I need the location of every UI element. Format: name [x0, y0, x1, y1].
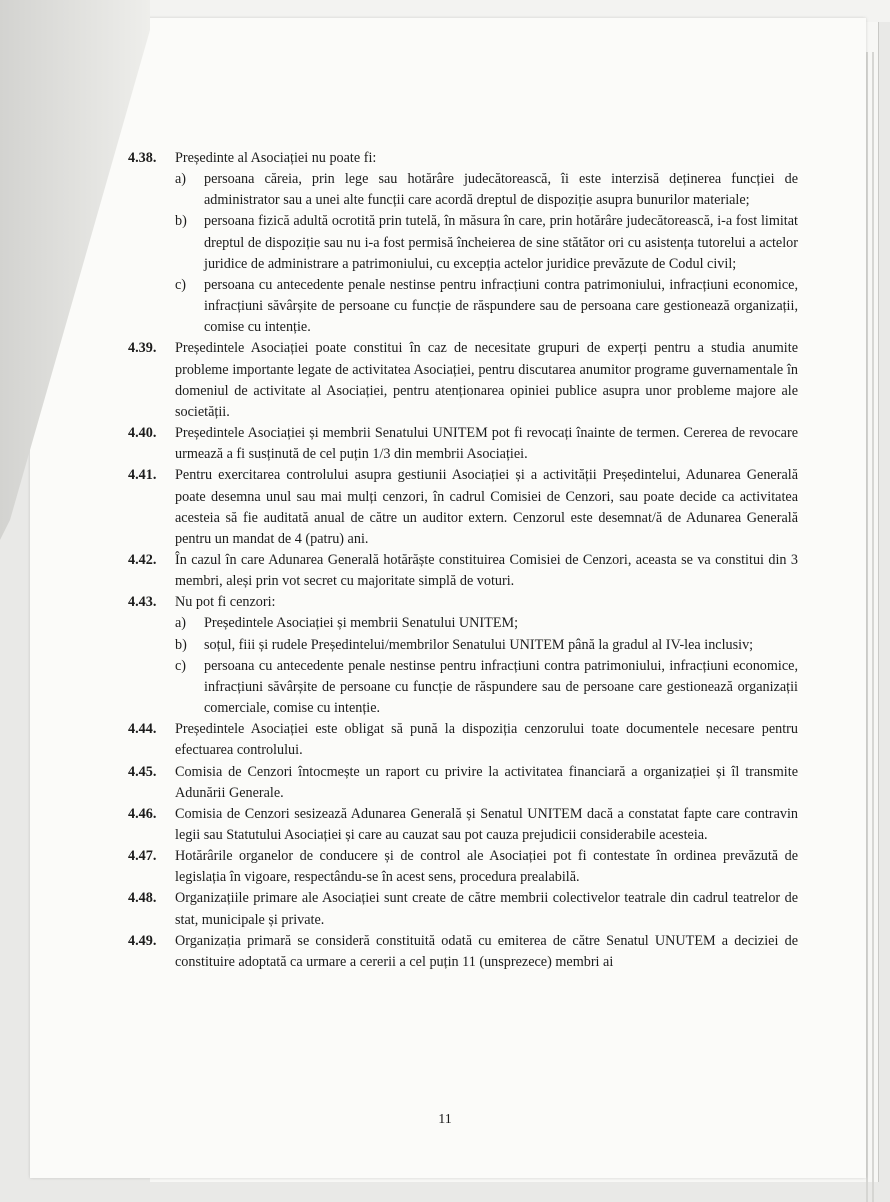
page-edge — [866, 52, 868, 1202]
list-item-text: soțul, fiii și rudele Președintelui/membrilor Senatului UNITEM până la gradul al IV-lea inclusiv; — [204, 636, 754, 653]
page-content — [128, 148, 798, 973]
article-number: 4.40. — [128, 425, 157, 442]
article-body — [175, 888, 798, 930]
list-item-text: Președintele Asociației și membrii Senatului UNITEM; — [204, 615, 519, 632]
article-paragraph — [128, 148, 798, 338]
article-number: 4.44. — [128, 721, 157, 738]
article-number: 4.48. — [128, 890, 157, 907]
article-number: 4.49. — [128, 932, 157, 949]
article-number: 4.47. — [128, 848, 157, 865]
list-item-text: persoana cu antecedente penale nestinse pentru infracțiuni contra patrimoniului, infracțiuni economice, infracțiuni săvârșite de persoane cu funcție de răspundere sau de persoana care gestionează organizații, comise cu intenție. — [204, 276, 798, 336]
list-item — [175, 613, 798, 634]
list-item-text: persoana fizică adultă ocrotită prin tutelă, în măsura în care, prin hotărâre judecătorească, i-a fost limitat dreptul de dispoziție sau nu i-a fost permisă încheierea de sine stătător ori cu asistența tutorelui a actelor juridice de administrare a patrimoniului, cu excepția actelor juridice prevăzute de Codul civil; — [204, 213, 798, 272]
article-body — [175, 804, 798, 846]
article-paragraph — [128, 465, 798, 550]
page-edge — [872, 52, 874, 1202]
article-number: 4.39. — [128, 340, 157, 357]
article-paragraph — [128, 846, 798, 888]
article-text: Președintele Asociației și membrii Senatului UNITEM pot fi revocați înainte de termen. Cererea de revocare urmează a fi susținută de cel puțin 1/3 din membrii Asociației. — [175, 425, 798, 463]
article-text: Comisia de Cenzori întocmește un raport cu privire la activitatea financiară a organizației și îl transmite Adunării Generale. — [175, 763, 798, 801]
article-paragraph — [128, 550, 798, 592]
list-item — [175, 656, 798, 719]
page-number: 11 — [438, 1112, 452, 1127]
article-paragraph — [128, 804, 798, 846]
article-number: 4.46. — [128, 805, 157, 822]
list-item-letter: b) — [175, 636, 187, 653]
list-item — [175, 275, 798, 338]
list-item — [175, 169, 798, 211]
article-paragraph — [128, 931, 798, 973]
article-body — [175, 423, 798, 465]
list-item-text: persoana cu antecedente penale nestinse pentru infracțiuni contra patrimoniului, infracțiuni economice, infracțiuni săvârșite de persoane cu funcție de răspundere sau de persoane care gestionează organizații comerciale, comise cu intenție. — [204, 657, 798, 717]
list-item-letter: a) — [175, 171, 187, 188]
article-paragraph — [128, 762, 798, 804]
article-body — [175, 465, 798, 550]
article-text: Președinte al Asociației nu poate fi: — [175, 150, 377, 166]
article-body — [175, 846, 798, 888]
article-text: În cazul în care Adunarea Generală hotărăște constituirea Comisiei de Cenzori, aceasta se va constitui din 3 membri, aleși prin vot secret cu majoritate simplă de voturi. — [175, 551, 798, 590]
article-number: 4.41. — [128, 467, 157, 484]
article-text: Organizația primară se consideră constituită odată cu emiterea de către Senatul UNUTEM a deciziei de constituire adoptată ca urmare a cererii a cel puțin 11 (unsprezece) membri ai — [175, 932, 798, 970]
article-text: Pentru exercitarea controlului asupra gestiunii Asociației și a activității Președintelui, Adunarea Generală poate desemna unul sau mai mulți cenzori, în cadrul Comisiei de Cenzori, sau poate decide ca activitatea acesteia să fie auditată anual de către un auditor extern. Cenzorul este desemnat/ă de Adunarea Generală pentru un mandat de 4 (patru) ani. — [175, 467, 798, 547]
article-text: Organizațiile primare ale Asociației sunt create de către membrii colectivelor teatrale din cadrul teatrelor de stat, municipale și private. — [175, 890, 798, 928]
article-number: 4.38. — [128, 150, 157, 166]
article-text: Comisia de Cenzori sesizează Adunarea Generală și Senatul UNITEM dacă a constatat fapte care contravin legii sau Statutului Asociației și care au cauzat sau pot cauza prejudicii considerabile acesteia. — [175, 805, 798, 843]
article-paragraph — [128, 423, 798, 465]
article-paragraph — [128, 338, 798, 423]
list-item-letter: c) — [175, 276, 187, 293]
article-paragraph — [128, 719, 798, 761]
article-body — [175, 148, 798, 338]
article-body — [175, 931, 798, 973]
article-body — [175, 592, 798, 719]
article-body — [175, 338, 798, 423]
article-body — [175, 762, 798, 804]
article-body — [175, 719, 798, 761]
article-text: Nu pot fi cenzori: — [175, 594, 276, 611]
article-number: 4.43. — [128, 594, 157, 611]
article-paragraph — [128, 888, 798, 930]
list-item-letter: c) — [175, 657, 187, 674]
list-item-letter: a) — [175, 615, 187, 632]
article-body — [175, 550, 798, 592]
list-item-letter: b) — [175, 213, 187, 230]
article-number: 4.45. — [128, 763, 157, 780]
article-text: Președintele Asociației poate constitui în caz de necesitate grupuri de experți pentru a studia anumite probleme importante legate de activitatea Asociației, pentru discutarea anumitor programe guvernamentale în domeniul de activitate al Asociației, pentru atenționarea opiniei publice asupra unor probleme majore ale societății. — [175, 340, 798, 420]
article-number: 4.42. — [128, 551, 157, 568]
list-item — [175, 635, 798, 656]
list-item — [175, 211, 798, 274]
article-paragraph — [128, 592, 798, 719]
article-text: Președintele Asociației este obligat să pună la dispoziția cenzorului toate documentele necesare pentru efectuarea controlului. — [175, 721, 798, 759]
list-item-text: persoana căreia, prin lege sau hotărâre judecătorească, îi este interzisă deținerea funcției de administrator sau a unei alte funcții care acordă dreptul de dispoziție asupra bunurilor materiale; — [204, 171, 798, 209]
article-text: Hotărârile organelor de conducere și de control ale Asociației pot fi contestate în ordinea prevăzută de legislația în vigoare, respectându-se în acest sens, procedura prealabilă. — [175, 848, 798, 886]
